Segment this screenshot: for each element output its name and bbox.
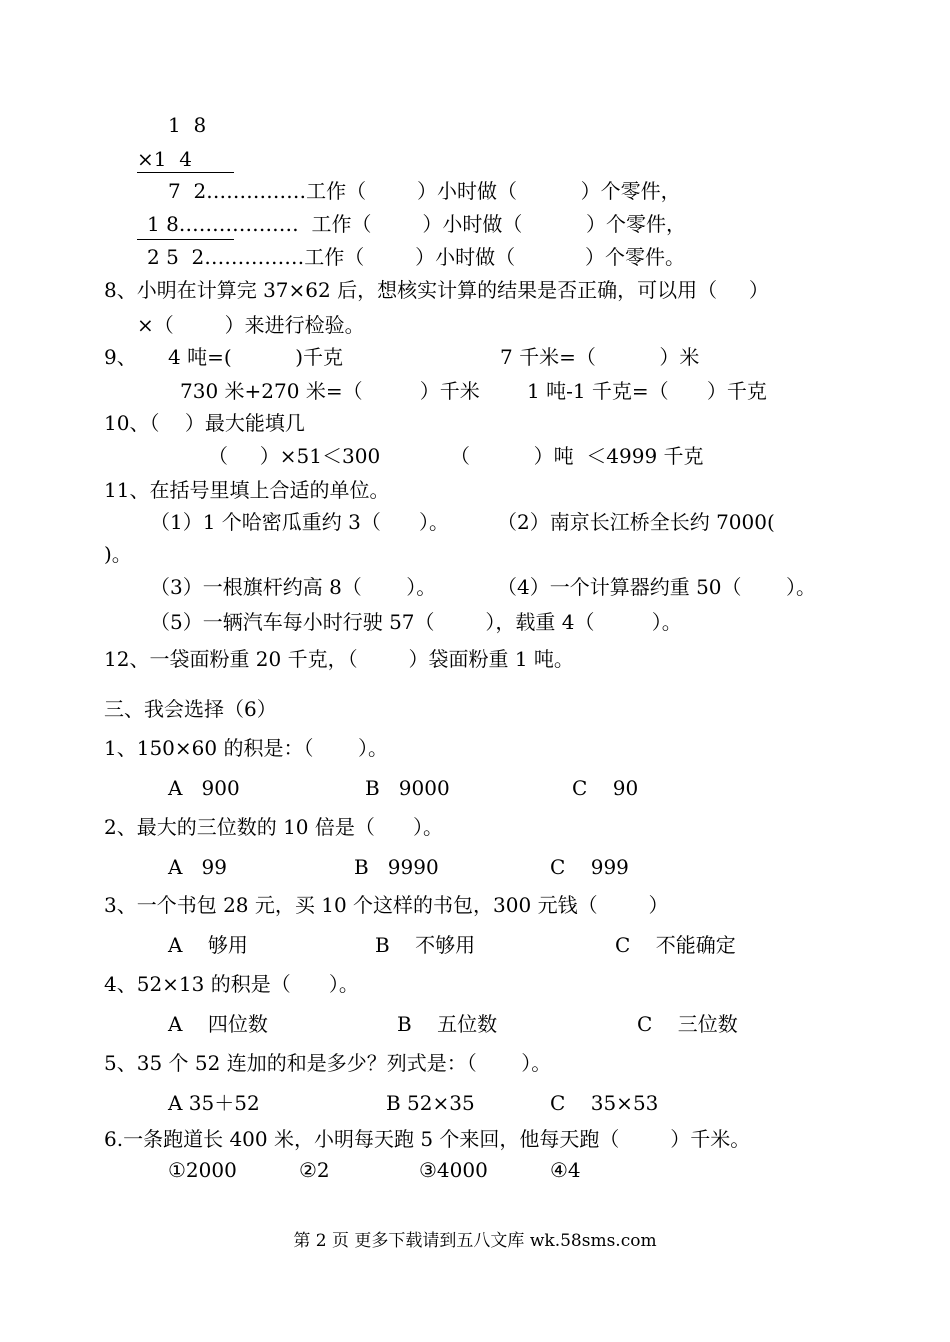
question-12: 12、一袋面粉重 20 千克，（ ）袋面粉重 1 吨。	[104, 647, 574, 671]
choice-4-option-c: C 三位数	[637, 1012, 738, 1036]
choice-question-3: 3、一个书包 28 元，买 10 个这样的书包，300 元钱（ ）	[104, 893, 669, 917]
choice-1-option-b: B 9000	[365, 776, 450, 800]
question-11-item-4: （4）一个计算器约重 50（ ）。	[497, 575, 817, 599]
choice-2-option-b: B 9990	[354, 855, 439, 879]
question-9-label: 9、	[104, 345, 137, 369]
final-product: 2 5 2……………工作（ ）小时做（ ）个零件。	[147, 245, 686, 269]
choice-6-option-2: ②2	[299, 1158, 330, 1182]
question-8-line-2: ×（ ）来进行检验。	[137, 313, 365, 337]
choice-question-2: 2、最大的三位数的 10 倍是（ ）。	[104, 815, 444, 839]
choice-2-option-c: C 999	[550, 855, 629, 879]
question-10-line-1: 10、（ ）最大能填几	[104, 411, 305, 435]
choice-5-option-a: A 35＋52	[168, 1091, 260, 1115]
choice-3-option-b: B 不够用	[375, 933, 476, 957]
question-11-item-3: （3）一根旗杆约高 8（ ）。	[150, 575, 437, 599]
multiplicand: 1 8	[168, 113, 207, 137]
multiplication-rule-2	[137, 239, 234, 240]
choice-6-option-4: ④4	[550, 1158, 581, 1182]
choice-question-1: 1、150×60 的积是：（ ）。	[104, 736, 388, 760]
choice-3-option-c: C 不能确定	[615, 933, 736, 957]
multiplier: ×1 4	[137, 147, 192, 171]
question-11-item-2-continued: )。	[104, 542, 132, 566]
section-title-choice: 三、我会选择（6）	[104, 697, 277, 721]
question-10-b: （ ）吨 ＜4999 千克	[450, 444, 704, 468]
choice-5-option-b: B 52×35	[386, 1091, 475, 1115]
choice-4-option-b: B 五位数	[397, 1012, 498, 1036]
choice-4-option-a: A 四位数	[168, 1012, 268, 1036]
choice-6-option-3: ③4000	[419, 1158, 488, 1182]
choice-6-option-1: ①2000	[168, 1158, 237, 1182]
question-10-a: （ ）×51＜300	[208, 444, 381, 468]
choice-1-option-c: C 90	[572, 776, 639, 800]
choice-2-option-a: A 99	[168, 855, 227, 879]
question-11-item-5: （5）一辆汽车每小时行驶 57（ ），载重 4（ ）。	[150, 610, 682, 634]
question-9-a: 4 吨=( )千克	[168, 345, 344, 369]
choice-1-option-a: A 900	[168, 776, 240, 800]
choice-question-6: 6.一条跑道长 400 米，小明每天跑 5 个来回，他每天跑（ ）千米。	[104, 1127, 751, 1151]
question-9-c: 730 米+270 米=（ ）千米	[180, 379, 480, 403]
partial-product-2: 1 8……………… 工作（ ）小时做（ ）个零件，	[147, 212, 686, 236]
question-8-line-1: 8、小明在计算完 37×62 后，想核实计算的结果是否正确，可以用（ ）	[104, 278, 769, 302]
choice-question-5: 5、35 个 52 连加的和是多少？列式是：（ ）。	[104, 1051, 552, 1075]
choice-5-option-c: C 35×53	[550, 1091, 659, 1115]
partial-product-1: 7 2……………工作（ ）小时做（ ）个零件，	[168, 179, 681, 203]
question-11-title: 11、在括号里填上合适的单位。	[104, 478, 390, 502]
choice-3-option-a: A 够用	[168, 933, 248, 957]
page-footer: 第 2 页 更多下载请到五八文库 wk.58sms.com	[293, 1231, 657, 1251]
question-11-item-2: （2）南京长江桥全长约 7000(	[497, 510, 775, 534]
question-9-d: 1 吨-1 千克=（ ）千克	[527, 379, 767, 403]
question-11-item-1: （1）1 个哈密瓜重约 3（ ）。	[150, 510, 450, 534]
choice-question-4: 4、52×13 的积是（ ）。	[104, 972, 359, 996]
question-9-b: 7 千米=（ ）米	[500, 345, 700, 369]
multiplication-rule-1	[137, 172, 234, 173]
